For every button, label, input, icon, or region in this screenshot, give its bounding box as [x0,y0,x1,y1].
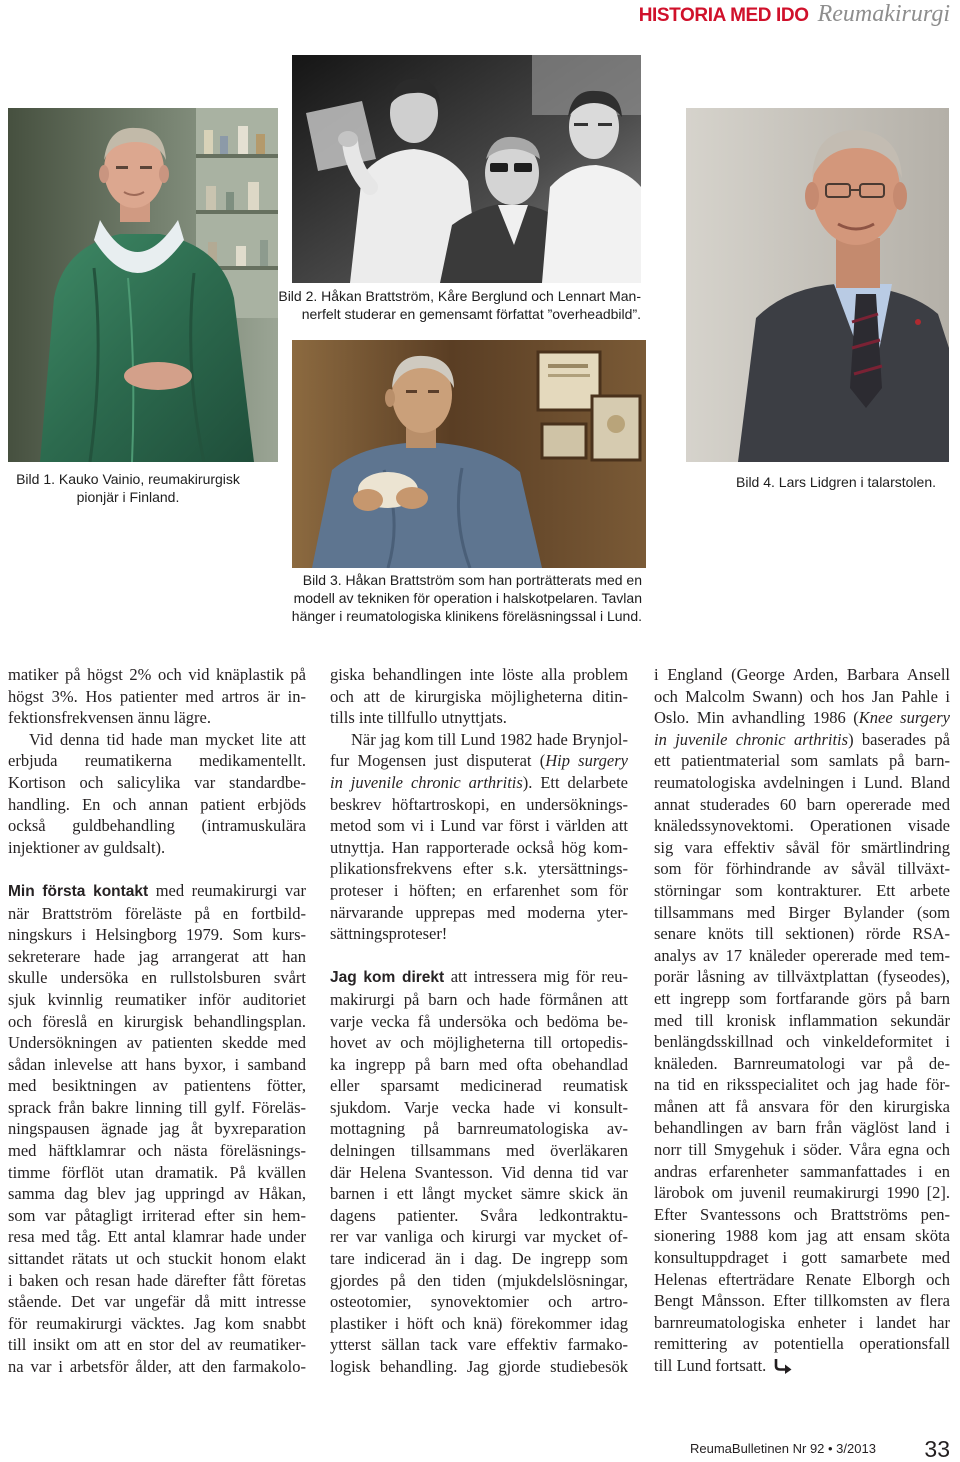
text-run: sättningsproteser! [330,924,448,944]
text-line [654,1182,950,1204]
text-line [330,1118,628,1140]
text-line [8,1205,306,1227]
continue-arrow-icon [773,1358,793,1380]
text-run: barnen i ett långt mycket sämre skick än [330,1184,628,1204]
text-line [654,772,950,794]
text-line [8,880,306,903]
text-line [330,772,628,794]
topic-label: Reumakirurgi [817,1,950,27]
publication-footer: ReumaBulletinen Nr 92 • 3/2013 [690,1441,876,1456]
text-line [330,729,628,751]
text-run: sittandet rätats ut och stuckit honom elakt [8,1249,306,1269]
text-run: störningar som kontrakturer. Ett arbete [654,880,950,900]
text-run: tills inte tillfullo utnyttjats. [330,708,507,728]
text-run: beskrev höftartroskopi, en undersöknings- [330,794,628,814]
text-run: proteser i höften; en erfarenhet som för [330,880,628,900]
text-line [330,1313,628,1335]
italic-title: Hip surgery [545,751,628,771]
text-run: annat studerades 60 barn opererade med [654,794,950,814]
text-run: hovet av och möjligheterna till ortopedis- [330,1033,628,1053]
text-line [330,1226,628,1248]
text-run: med till kronisk inflammation sekundär [654,1010,950,1030]
text-line [8,1054,306,1076]
italic-title: in juvenile chronic arthritis [330,772,523,792]
text-line [654,794,950,816]
text-run: sprack från bakre linning till gylf. Föreläs- [8,1097,306,1117]
text-line [8,946,306,968]
text-line [330,1097,628,1119]
photo-bild-2 [292,55,641,283]
text-run: för reumakirurgi väcktes. Jag kom snabbt [8,1313,306,1333]
text-run: handling. En och annan patient erbjöds [8,794,306,814]
text-line [330,1248,628,1270]
text-line [654,1290,950,1312]
text-line [654,1053,950,1075]
text-run: dagens patienter. Svåra ledkontraktu- [330,1205,628,1225]
text-line [330,966,628,989]
text-line [654,1161,950,1183]
caption-bild-2 [278,287,641,323]
text-line [654,750,950,772]
text-run: ka ingrepp på barn med ofta obehandlad [330,1054,628,1074]
text-line [654,966,950,988]
text-run: senare knöts till sektionen) rörde RSA- [654,924,950,944]
text-run: högst 3%. Hos patienter med artros är in- [8,686,306,706]
text-run: lärobok om juvenil reumakirurgi 1990 [2]. [654,1183,950,1203]
column-1 [8,664,306,1378]
text-run: Undersökningen av patienten skedde med [8,1033,306,1053]
paragraph [330,966,628,1377]
text-line [330,750,628,772]
text-line [8,837,306,859]
text-run: också guldbehandling (intramuskulära [8,816,306,836]
text-line [8,967,306,989]
text-run: ningspausen ägnade jag åt byxreparation [8,1119,306,1139]
text-run: stående. Det var ungefär då mitt intresse [8,1292,306,1312]
photo-bild-3 [292,340,646,568]
text-line [8,1118,306,1140]
text-line [654,1010,950,1032]
text-line [330,1205,628,1227]
text-line [8,1140,306,1162]
text-run: månen att få ansvara för den kirurgiska [654,1096,950,1116]
text-run: sådan inlevelse att hans byxor, i samband [8,1054,306,1074]
caption-bild-3 [270,571,642,625]
text-run: att intressera mig för reu- [444,967,628,987]
text-run: na tid en riksspecialitet och jag hade för- [654,1075,950,1095]
text-line [8,772,306,794]
text-run: ). Ett delarbete [522,772,628,792]
caption-bild-4 [690,473,936,491]
paragraph [330,664,628,729]
text-line [8,1011,306,1033]
column-3 [654,664,950,1380]
text-run: rer var vanliga och kirurgi var mycket of- [330,1227,628,1247]
text-run: närvarande upprepas med moderna yter- [330,902,628,922]
text-line [330,1291,628,1313]
text-run: och att de kirurgiska möjligheterna ditin- [330,686,628,706]
text-run: eller sparsamt medicinerad reumatisk [330,1076,628,1096]
text-line [654,664,950,686]
text-run: sekreterare hade jag arrangerat att han [8,946,306,966]
text-run: analys av 17 knäleder opererade med tem- [654,945,950,965]
italic-title: in juvenile chronic arthritis [654,729,849,749]
caption-line: Bild 3. Håkan Brattström som han porträtterats med en [302,572,642,588]
text-line [8,1162,306,1184]
text-run: ett ingrepp som fortfarande görs på barn [654,988,950,1008]
text-line [330,1054,628,1076]
bold-lead-in: Min första kontakt [8,882,149,900]
text-run: behandlingen av barn från väglöst land i [654,1118,950,1138]
text-run: erbjuda reumatikerna medikamentellt. [8,751,306,771]
caption-line: Bild 2. Håkan Brattström, Kåre Berglund och Lennart Man- [278,288,641,304]
text-run: i England (George Arden, Barbara Ansell [654,665,950,684]
caption-line: pionjär i Finland. [76,489,180,505]
text-line [654,729,950,751]
text-run: plikationsfrekvens efter s.k. ytersättnings- [330,859,628,879]
text-run: sjukdom. Varje vecka hade vi konsult- [330,1097,628,1117]
text-run: i baken och resan hade därefter fått företas [8,1270,306,1290]
text-run: där Helena Svantesson. Vid denna tid var [330,1162,628,1182]
text-line [8,729,306,751]
text-line [8,815,306,837]
text-line [330,1162,628,1184]
text-line [330,923,628,945]
caption-line: Bild 1. Kauko Vainio, reumakirurgisk [16,471,240,487]
text-line [654,1074,950,1096]
text-line [654,1355,950,1380]
text-run: na var i arbetsför ålder, att den farmakolo- [8,1357,306,1376]
text-run: När jag kom till Lund 1982 hade Brynjol- [351,729,628,749]
text-run: ett patientmaterial som samlats på barn- [654,751,950,771]
text-run: metod som vi i Lund var först i världen att [330,816,628,836]
text-run: ytterst sällan tack vare effektiv farmako- [330,1335,628,1355]
paragraph [330,729,628,945]
text-line [654,1333,950,1355]
text-line [330,1270,628,1292]
text-run: som för förhindrande av såväl tillväxt- [654,859,950,879]
text-line [8,1313,306,1335]
text-run: och föreslå en kirurgisk behandlingsplan. [8,1011,306,1031]
paragraph [8,880,306,1378]
text-line [8,1356,306,1378]
text-line [654,902,950,924]
page-number: 33 [924,1436,950,1462]
text-run: timme förflöt utan dramatik. På kvällen [8,1162,306,1182]
text-run: reumatologiska avdelningen i Lund. Bland [654,772,950,792]
text-run: gjordes på den tiden (mjukdelslösningar, [330,1270,628,1290]
text-line [330,686,628,708]
text-line [654,815,950,837]
text-run: samma dag blev jag uppringd av Håkan, [8,1184,306,1204]
text-run: till insikt om att en stor del av reumatiker- [8,1335,306,1355]
text-line [654,923,950,945]
caption-line: hänger i reumatologiska klinikens föreläsningssal i Lund. [291,608,642,624]
text-run: ) baserades på [848,729,950,749]
text-line [330,1356,628,1378]
text-line [8,924,306,946]
text-run: mottagning på barnreumatologiska av- [330,1119,628,1139]
text-run: med besiktningen av patientens fötter, [8,1076,306,1096]
text-line [8,1097,306,1119]
text-line [8,989,306,1011]
text-line [654,1312,950,1334]
text-run: konsultuppdraget i gott samarbete med [654,1248,950,1268]
text-line [654,880,950,902]
caption-bild-1 [8,470,248,506]
text-line [330,837,628,859]
text-run: remittering av potentiella operationsfall [654,1334,950,1354]
text-run: och Malcolm Swann) och hos Jan Pahle i [654,686,950,706]
text-line [654,1247,950,1269]
text-run: tillsammans med Birger Bylander (som [654,902,950,922]
text-run: norr till Smygehuk i söder. Våra egna och [654,1140,950,1160]
text-run: sionering 1988 kom jag att ensam sköta [654,1226,950,1246]
text-run: knäledssynovektomi. Operationen visade [654,816,950,836]
text-run: delningen tillsammans med överläkaren [330,1141,628,1161]
text-run: Efter Svantessons och Brattströms pen- [654,1204,950,1224]
text-run: injektioner av guldsalt). [8,837,166,857]
text-line [8,1270,306,1292]
text-run: Vid denna tid hade man mycket lite att [29,729,306,749]
text-line [330,880,628,902]
text-line [8,1183,306,1205]
text-line [330,1140,628,1162]
text-line [330,1011,628,1033]
paragraph [8,729,306,859]
text-run: som var påtagligt irriterad efter sin hem- [8,1205,306,1225]
caption-line: Bild 4. Lars Lidgren i talarstolen. [736,474,936,490]
text-run: med reumakirurgi var [148,880,307,900]
page-header [639,1,950,31]
text-run: fektionsfrekvensen ännu lägre. [8,708,211,728]
text-run: resa med tåg. Ett antal klamrar hade under [8,1227,306,1247]
text-run: Bengt Månsson. Efter tillkomsten av flera [654,1291,950,1311]
text-run: porär låsning av tillväxtplattan (fyseodes), [654,967,950,987]
text-line [330,1334,628,1356]
text-line [8,686,306,708]
section-label: HISTORIA MED IDO [638,5,809,26]
text-run: matiker på högst 2% och vid knäplastik på [8,665,306,684]
text-line [654,686,950,708]
bold-lead-in: Jag kom direkt [330,969,445,987]
photo-bild-1 [8,108,278,462]
text-run: med häftklamrar och nästa föreläsnings- [8,1141,306,1161]
text-run: varje vecka få undersöka och bedöma be- [330,1011,628,1031]
text-line [8,707,306,729]
text-run: logisk behandling. Jag gjorde studiebesök [330,1357,628,1376]
text-line [330,794,628,816]
column-2 [330,664,628,1378]
italic-title: Knee surgery [858,708,950,728]
text-line [654,1225,950,1247]
text-line [330,1032,628,1054]
text-line [654,1117,950,1139]
text-run: knäleden. Barnreumatologi var på de- [654,1053,950,1073]
text-line [330,902,628,924]
text-line [330,989,628,1011]
text-run: tare indicerad än i dag. De ingrepp som [330,1249,628,1269]
text-line [330,1075,628,1097]
text-line [8,664,306,686]
text-line [654,858,950,880]
text-line [654,1204,950,1226]
text-line [8,750,306,772]
text-line [8,794,306,816]
caption-line: nerfelt studerar en gemensamt författat ”overheadbild”. [301,306,641,322]
text-run: osteotomier, synovektomier och artro- [330,1292,628,1312]
text-line [8,1075,306,1097]
text-run: giska behandlingen inte löste alla problem [330,665,628,684]
text-run: skulle undersöka en rullstolsburen svårt [8,968,306,988]
text-run: när Brattström föreläste på en fortbild- [8,903,306,923]
text-run: benlängdsskillnad och vinkeldeformitet i [654,1032,950,1052]
text-line [654,1096,950,1118]
text-line [8,1334,306,1356]
text-line [654,1139,950,1161]
text-run: Helenas efterträdare Renate Elborgh och [654,1269,950,1289]
text-run: makirurgi på barn och hade förmånen att [330,989,628,1009]
text-run: sig vara effektiv såväl för smärtlindring [654,837,950,857]
text-line [330,1183,628,1205]
text-line [8,903,306,925]
caption-line: modell av tekniken för operation i halskotpelaren. Tavlan [293,590,642,606]
paragraph [8,664,306,729]
text-run: fur Mogensen just disputerat ( [330,751,546,771]
text-line [330,707,628,729]
text-line [654,837,950,859]
text-run: plastiker i höft och knä) förekommer idag [330,1313,628,1333]
text-line [8,1032,306,1054]
text-line [654,1269,950,1291]
text-line [654,988,950,1010]
text-line [654,1031,950,1053]
text-line [8,1291,306,1313]
text-line [8,1248,306,1270]
text-line [8,1226,306,1248]
text-run: andras erfarenheter sammanfattades i en [654,1161,950,1181]
text-line [330,815,628,837]
text-run: sjuk kvinnlig reumatiker inför auditoriet [8,989,306,1009]
text-run: till Lund fortsatt. [654,1356,767,1375]
text-run: Kortison och salicylika var standardbe- [8,772,306,792]
text-run: utnyttja. Han rapporterade också hög kom- [330,837,628,857]
text-line [330,858,628,880]
text-run: barnreumatologiska enheter i landet har [654,1312,950,1332]
text-line [654,707,950,729]
text-line [654,945,950,967]
paragraph [654,664,950,1380]
text-run: Oslo. Min avhandling 1986 ( [654,708,859,728]
photo-bild-4 [686,108,949,462]
text-run: ningskurs i Helsingborg 1979. Som kurs- [8,925,306,945]
text-line [330,664,628,686]
